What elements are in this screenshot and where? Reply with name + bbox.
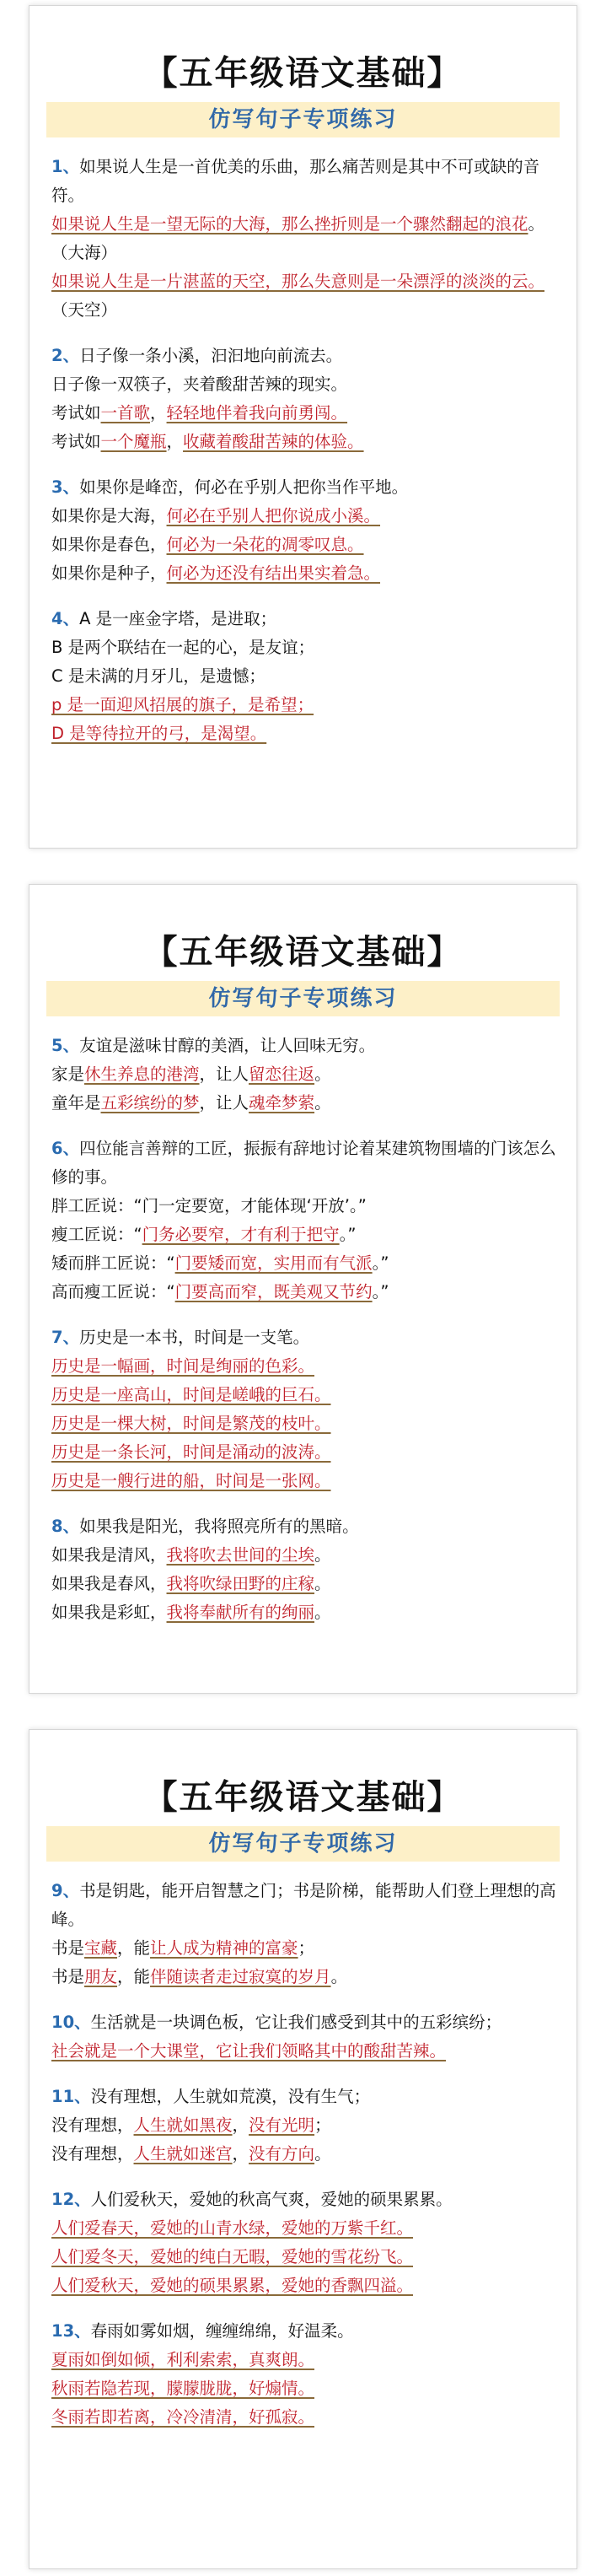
answer-line bbox=[51, 2214, 561, 2243]
prompt-text: 如果你是峰峦，何必在乎别人把你当作平地。 bbox=[79, 477, 409, 497]
answer-text: 何必为还没有结出果实着急。 bbox=[166, 563, 381, 583]
exercise-prompt bbox=[51, 1032, 561, 1060]
answer-text: 人们爱冬天，爱她的纯白无暇，爱她的雪花纷飞。 bbox=[51, 2247, 414, 2266]
question-number: 6、 bbox=[51, 1139, 80, 1158]
prompt-text: 四位能言善辩的工匠，振振有辞地讨论着某建筑物围墙的门该怎么修的事。 bbox=[51, 1139, 556, 1187]
prompt-text: 日子像一条小溪，汩汩地向前流去。 bbox=[79, 346, 343, 365]
line-prefix: 如果你是大海， bbox=[51, 506, 167, 525]
exercise-4 bbox=[51, 605, 561, 748]
exercise-6 bbox=[51, 1134, 561, 1307]
line-suffix: 。 bbox=[330, 1967, 348, 1986]
answer-line bbox=[51, 1089, 561, 1118]
answer-line bbox=[51, 2374, 561, 2403]
answer-text: 冬雨若即若离，冷冷清清，好孤寂。 bbox=[51, 2407, 315, 2427]
answer-line bbox=[51, 1409, 561, 1438]
line-middle: ，能 bbox=[117, 1938, 151, 1958]
answer-text: 历史是一条长河，时间是涌动的波涛。 bbox=[51, 1442, 331, 1462]
example-line: C 是未满的月牙儿，是遗憾； bbox=[51, 666, 265, 686]
line-prefix: 没有理想， bbox=[51, 2144, 134, 2164]
line-prefix: 矮而胖工匠说：“ bbox=[51, 1253, 175, 1273]
line-suffix: 。 bbox=[314, 2144, 331, 2164]
exercise-prompt bbox=[51, 2185, 561, 2214]
answer-line bbox=[51, 2140, 561, 2169]
answer-text: 休生养息的港湾 bbox=[84, 1064, 200, 1084]
line-prefix: 考试如 bbox=[51, 403, 101, 423]
exercise-list bbox=[29, 1862, 577, 2432]
line-prefix: 没有理想， bbox=[51, 2115, 134, 2135]
answer-text: 人们爱秋天，爱她的硕果累累，爱她的香飘四溢。 bbox=[51, 2276, 414, 2295]
answer-text: 社会就是一个大课堂，它让我们领略其中的酸甜苦辣。 bbox=[51, 2041, 447, 2061]
line-suffix: 。” bbox=[372, 1253, 389, 1273]
answer-text: 门要高而窄，既美观又节约 bbox=[174, 1282, 373, 1301]
exercise-9 bbox=[51, 1877, 561, 1991]
page-title: 【五年级语文基础】 bbox=[143, 932, 463, 972]
answer-text: 人生就如黑夜 bbox=[133, 2115, 233, 2135]
line-middle: ，让人 bbox=[199, 1064, 249, 1084]
exercise-prompt bbox=[51, 1134, 561, 1192]
exercise-2 bbox=[51, 342, 561, 456]
answer-line bbox=[51, 2243, 561, 2272]
answer-text: 历史是一棵大树，时间是繁茂的枝叶。 bbox=[51, 1414, 331, 1433]
exercise-prompt bbox=[51, 1512, 561, 1541]
line-suffix: ； bbox=[298, 1938, 315, 1958]
answer-line bbox=[51, 428, 561, 456]
answer-tail: （天空） bbox=[51, 300, 118, 320]
answer-text: 何必为一朵花的凋零叹息。 bbox=[166, 535, 364, 554]
question-number: 11、 bbox=[51, 2087, 91, 2106]
line-suffix: 。” bbox=[339, 1225, 357, 1244]
prompt-text: 如果我是阳光，我将照亮所有的黑暗。 bbox=[79, 1517, 359, 1536]
answer-line bbox=[51, 1060, 561, 1089]
answer-text: p 是一面迎风招展的旗子，是希望； bbox=[51, 695, 314, 714]
answer-line bbox=[51, 1438, 561, 1467]
line-end: 。 bbox=[314, 1093, 331, 1113]
exercise-prompt bbox=[51, 153, 561, 210]
answer-text: 五彩缤纷的梦 bbox=[100, 1093, 200, 1113]
prompt-text: 友谊是滋味甘醇的美酒，让人回味无穷。 bbox=[79, 1036, 376, 1055]
line-prefix: 如果你是春色， bbox=[51, 535, 167, 554]
exercise-prompt bbox=[51, 2008, 561, 2037]
answer-text: 秋雨若隐若现，朦朦胧胧，好煽情。 bbox=[51, 2379, 315, 2398]
worksheet-page-2 bbox=[29, 884, 577, 1694]
line-end: 。 bbox=[314, 1064, 331, 1084]
answer-text: D 是等待拉开的弓，是渴望。 bbox=[51, 724, 267, 743]
answer-line bbox=[51, 719, 561, 748]
line-prefix: 如果我是清风， bbox=[51, 1545, 167, 1565]
page-subtitle: 仿写句子专项练习 bbox=[46, 981, 560, 1016]
answer-text: 历史是一艘行进的船，时间是一张网。 bbox=[51, 1471, 331, 1490]
exercise-3 bbox=[51, 473, 561, 588]
exercise-prompt bbox=[51, 1877, 561, 1934]
answer-tail: 。（大海） bbox=[51, 214, 545, 262]
answer-text: 如果说人生是一望无际的大海，那么挫折则是一个骤然翻起的浪花 bbox=[51, 214, 528, 234]
exercise-prompt bbox=[51, 2317, 561, 2346]
line-prefix: 考试如 bbox=[51, 432, 101, 451]
exercise-prompt bbox=[51, 2083, 561, 2111]
worksheet-page-1 bbox=[29, 5, 577, 849]
answer-text: 如果说人生是一片湛蓝的天空，那么失意则是一朵漂浮的淡淡的云。 bbox=[51, 272, 545, 291]
answer-line bbox=[51, 1381, 561, 1409]
prompt-text: 如果说人生是一首优美的乐曲，那么痛苦则是其中不可或缺的音符。 bbox=[51, 157, 540, 205]
question-number: 4、 bbox=[51, 609, 80, 628]
answer-line bbox=[51, 1278, 561, 1307]
line-middle: ， bbox=[232, 2115, 249, 2135]
question-number: 3、 bbox=[51, 477, 80, 497]
line-middle: ，能 bbox=[117, 1967, 151, 1986]
exercise-7 bbox=[51, 1323, 561, 1495]
answer-line bbox=[51, 1221, 561, 1249]
answer-text: 我将吹绿田野的庄稼 bbox=[166, 1574, 315, 1593]
exercise-12 bbox=[51, 2185, 561, 2300]
answer-line bbox=[51, 502, 561, 531]
exercise-prompt bbox=[51, 342, 561, 370]
prompt-text: 历史是一本书，时间是一支笔。 bbox=[79, 1328, 310, 1347]
answer-text: 没有方向 bbox=[249, 2144, 315, 2164]
answer-text: 没有光明 bbox=[249, 2115, 315, 2135]
separator: ， bbox=[150, 403, 167, 423]
question-number: 12、 bbox=[51, 2190, 91, 2209]
answer-line bbox=[51, 2111, 561, 2140]
line-prefix: 家是 bbox=[51, 1064, 85, 1084]
answer-line bbox=[51, 559, 561, 588]
line-prefix: 瘦工匠说：“ bbox=[51, 1225, 142, 1244]
question-number: 5、 bbox=[51, 1036, 80, 1055]
line-prefix: 如果我是彩虹， bbox=[51, 1603, 167, 1622]
page-title: 【五年级语文基础】 bbox=[143, 1777, 463, 1817]
answer-text: 人们爱春天，爱她的山青水绿，爱她的万紫千红。 bbox=[51, 2218, 414, 2238]
answer-line bbox=[51, 1934, 561, 1963]
line-prefix: 高而瘦工匠说：“ bbox=[51, 1282, 175, 1301]
exercise-1 bbox=[51, 153, 561, 325]
example-line: 胖工匠说：“门一定要宽，才能体现‘开放’。” bbox=[51, 1196, 367, 1215]
page-subtitle: 仿写句子专项练习 bbox=[46, 102, 560, 137]
answer-text: 让人成为精神的富豪 bbox=[150, 1938, 298, 1958]
answer-text: 魂牵梦萦 bbox=[249, 1093, 315, 1113]
page-title: 【五年级语文基础】 bbox=[143, 53, 463, 93]
answer-line bbox=[51, 1352, 561, 1381]
answer-text: 门要矮而宽，实用而有气派 bbox=[174, 1253, 373, 1273]
line-end: 。 bbox=[314, 1603, 331, 1622]
answer-text: 我将吹去世间的尘埃 bbox=[166, 1545, 315, 1565]
answer-line bbox=[51, 1467, 561, 1495]
exercise-8 bbox=[51, 1512, 561, 1627]
answer-line bbox=[51, 2403, 561, 2432]
answer-text: 一个魔瓶 bbox=[100, 432, 167, 451]
question-number: 2、 bbox=[51, 346, 80, 365]
answer-line bbox=[51, 210, 561, 267]
prompt-text: 春雨如雾如烟，缠缠绵绵，好温柔。 bbox=[90, 2321, 354, 2341]
answer-line bbox=[51, 1249, 561, 1278]
answer-text: 朋友 bbox=[84, 1967, 118, 1986]
answer-line bbox=[51, 267, 561, 325]
answer-line bbox=[51, 2272, 561, 2300]
answer-text: 夏雨如倒如倾，利利索索，真爽朗。 bbox=[51, 2350, 315, 2369]
exercise-prompt bbox=[51, 1323, 561, 1352]
separator: ， bbox=[166, 432, 184, 451]
page-subtitle: 仿写句子专项练习 bbox=[46, 1826, 560, 1862]
line-middle: ， bbox=[232, 2144, 249, 2164]
answer-text: 伴随读者走过寂寞的岁月 bbox=[150, 1967, 331, 1986]
answer-line bbox=[51, 2346, 561, 2374]
exercise-prompt bbox=[51, 473, 561, 502]
exercise-list bbox=[29, 137, 577, 748]
prompt-text: 人们爱秋天，爱她的秋高气爽，爱她的硕果累累。 bbox=[90, 2190, 453, 2209]
question-number: 1、 bbox=[51, 157, 80, 176]
line-suffix: 。” bbox=[372, 1282, 389, 1301]
prompt-text: 生活就是一块调色板，它让我们感受到其中的五彩缤纷； bbox=[90, 2013, 502, 2032]
answer-line bbox=[51, 1570, 561, 1598]
exercise-10 bbox=[51, 2008, 561, 2066]
exercise-11 bbox=[51, 2083, 561, 2169]
answer-line bbox=[51, 1541, 561, 1570]
answer-text: 何必在乎别人把你说成小溪。 bbox=[166, 506, 381, 525]
exercise-prompt bbox=[51, 605, 561, 633]
line-prefix: 书是 bbox=[51, 1938, 85, 1958]
prompt-text: 没有理想，人生就如荒漠，没有生气； bbox=[90, 2087, 371, 2106]
answer-text: 宝藏 bbox=[84, 1938, 118, 1958]
answer-line bbox=[51, 399, 561, 428]
worksheet-page-3 bbox=[29, 1729, 577, 2569]
question-number: 13、 bbox=[51, 2321, 91, 2341]
answer-line bbox=[51, 2037, 561, 2066]
line-prefix: 书是 bbox=[51, 1967, 85, 1986]
line-suffix: ； bbox=[314, 2115, 331, 2135]
answer-text: 留恋往返 bbox=[249, 1064, 315, 1084]
answer-text: 轻轻地伴着我向前勇闯。 bbox=[166, 403, 348, 423]
line-prefix: 如果你是种子， bbox=[51, 563, 167, 583]
line-end: 。 bbox=[314, 1545, 331, 1565]
exercise-13 bbox=[51, 2317, 561, 2432]
line-prefix: 如果我是春风， bbox=[51, 1574, 167, 1593]
answer-text: 我将奉献所有的绚丽 bbox=[166, 1603, 315, 1622]
answer-line bbox=[51, 691, 561, 719]
answer-text: 历史是一幅画，时间是绚丽的色彩。 bbox=[51, 1356, 315, 1376]
prompt-text: A 是一座金字塔，是进取； bbox=[79, 609, 277, 628]
question-number: 7、 bbox=[51, 1328, 80, 1347]
line-prefix: 童年是 bbox=[51, 1093, 101, 1113]
answer-line bbox=[51, 1963, 561, 1991]
line-middle: ，让人 bbox=[199, 1093, 249, 1113]
question-number: 10、 bbox=[51, 2013, 91, 2032]
answer-text: 门务必要窄，才有利于把守 bbox=[142, 1225, 340, 1244]
answer-text: 人生就如迷宫 bbox=[133, 2144, 233, 2164]
answer-text: 历史是一座高山，时间是嵯峨的巨石。 bbox=[51, 1385, 331, 1404]
answer-line bbox=[51, 531, 561, 559]
answer-line bbox=[51, 1598, 561, 1627]
answer-text: 收藏着酸甜苦辣的体验。 bbox=[183, 432, 364, 451]
prompt-text: 书是钥匙，能开启智慧之门；书是阶梯，能帮助人们登上理想的高峰。 bbox=[51, 1881, 556, 1929]
question-number: 8、 bbox=[51, 1517, 80, 1536]
example-line: 日子像一双筷子，夹着酸甜苦辣的现实。 bbox=[51, 375, 348, 394]
answer-text: 一首歌 bbox=[100, 403, 151, 423]
exercise-list bbox=[29, 1016, 577, 1627]
question-number: 9、 bbox=[51, 1881, 80, 1900]
example-line: B 是两个联结在一起的心，是友谊； bbox=[51, 638, 315, 657]
exercise-5 bbox=[51, 1032, 561, 1118]
line-end: 。 bbox=[314, 1574, 331, 1593]
